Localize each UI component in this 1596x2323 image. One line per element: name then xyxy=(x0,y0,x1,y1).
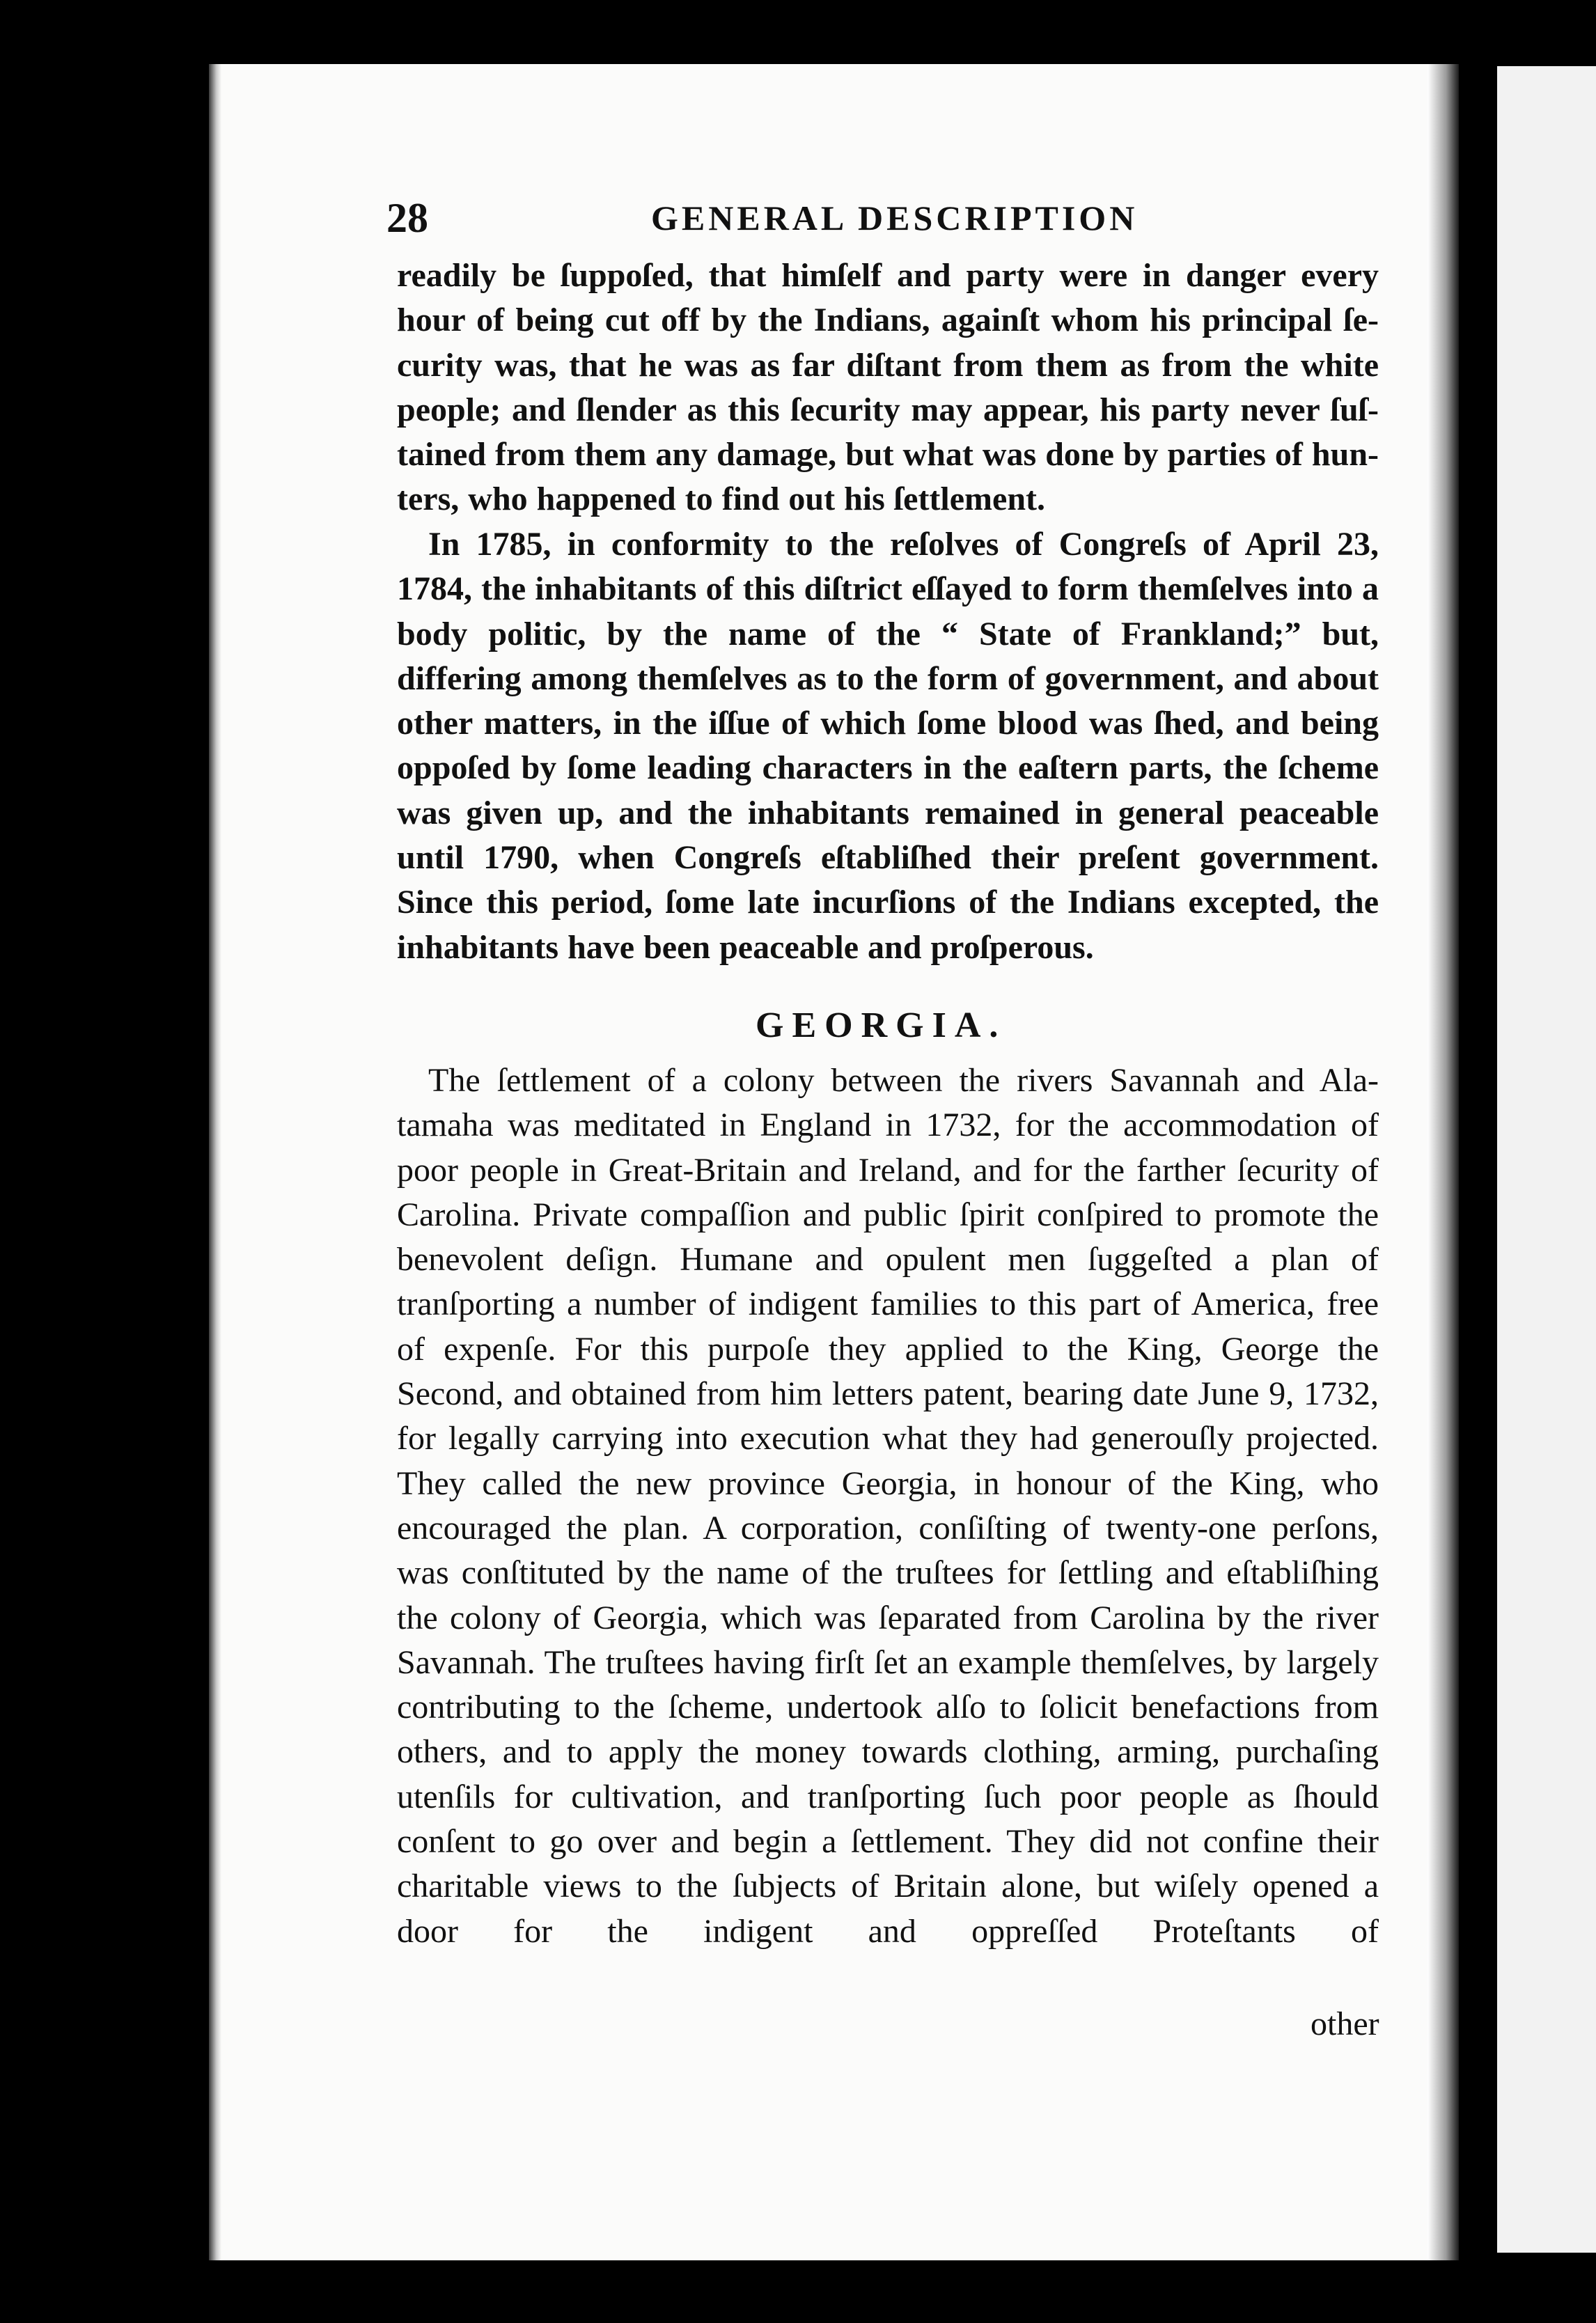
paragraph-georgia: The ſettlement of a colony between the rivers Savannah and Alatamaha was meditated in England in 1732, for the accommodation of poor people in Great-Britain and Ireland, and for the farther ſecurity of Carolina. Private compaſſion and public ſpirit conſpired to promote the benevolent deſign. Humane and opulent men ſuggeſted a plan of tranſporting a number of indigent families to this part of America, free of expenſe. For this purpoſe they applied to the King, George the Second, and obtained from him letters patent, bearing date June 9, 1732, for legally carrying into execution what they had generouſly projected. They called the new province Georgia, in honour of the King, who encouraged the plan. A corporation, conſiſting of twenty-one perſons, was conſtituted by the name of the truſtees for ſettling and eſtabliſhing the colony of Georgia, which was ſeparated from Carolina by the river Savannah. The truſtees having firſt ſet an example themſelves, by largely contributing to the ſcheme, undertook alſo to ſolicit benefactions from others, and to apply the money towards clothing, arming, purchaſing utenſils for cultivation, and tranſporting ſuch poor people as ſhould conſent to go over and begin a ſettlement. They did not confine their charitable views to the ſubjects of Britain alone, but wiſely opened a door for the indigent and oppreſſed Proteſtants of xyxy=(397,1062,1379,1950)
page-number: 28 xyxy=(386,195,428,241)
scan-frame-top xyxy=(0,0,1596,64)
scan-frame-bottom xyxy=(0,2260,1596,2323)
running-head xyxy=(386,187,1393,249)
running-head-title: GENERAL DESCRIPTION xyxy=(651,198,1139,237)
catchword: other xyxy=(1311,2005,1379,2042)
page-edge-shadow xyxy=(209,64,221,2260)
scan-frame-left xyxy=(0,0,209,2323)
paragraph-continued: readily be ſuppoſed, that himſelf and party were in danger every hour of being cut off by the Indians, againſt whom his principal ſecurity was, that he was as far diſtant from them as from the white people; and ſlender as this ſecurity may appear, his party never ſuſtained from them any damage, but what was done by parties of hunters, who happened to find out his ſettlement. xyxy=(397,257,1379,518)
gutter-shadow xyxy=(1427,64,1459,2260)
facing-page-edge xyxy=(1497,66,1596,2253)
section-heading-georgia: GEORGIA. xyxy=(756,1006,1007,1045)
paragraph-frankland: In 1785, in conformity to the reſolves of Congreſs of April 23, 1784, the inhabitants of this diſtrict eſſayed to form themſelves into a body politic, by the name of the “ State of Frankland;” but, differing among themſelves as to the form of government, and about other matters, in the iſſue of which ſome blood was ſhed, and being oppoſed by ſome leading characters in the eaſtern parts, the ſcheme was given up, and the inhabitants remained in general peaceable until 1790, when Congreſs eſtabliſhed their preſent government. Since this period, ſome late incurſions of the Indians excepted, the inhabitants have been peaceable and proſperous. xyxy=(397,526,1379,966)
